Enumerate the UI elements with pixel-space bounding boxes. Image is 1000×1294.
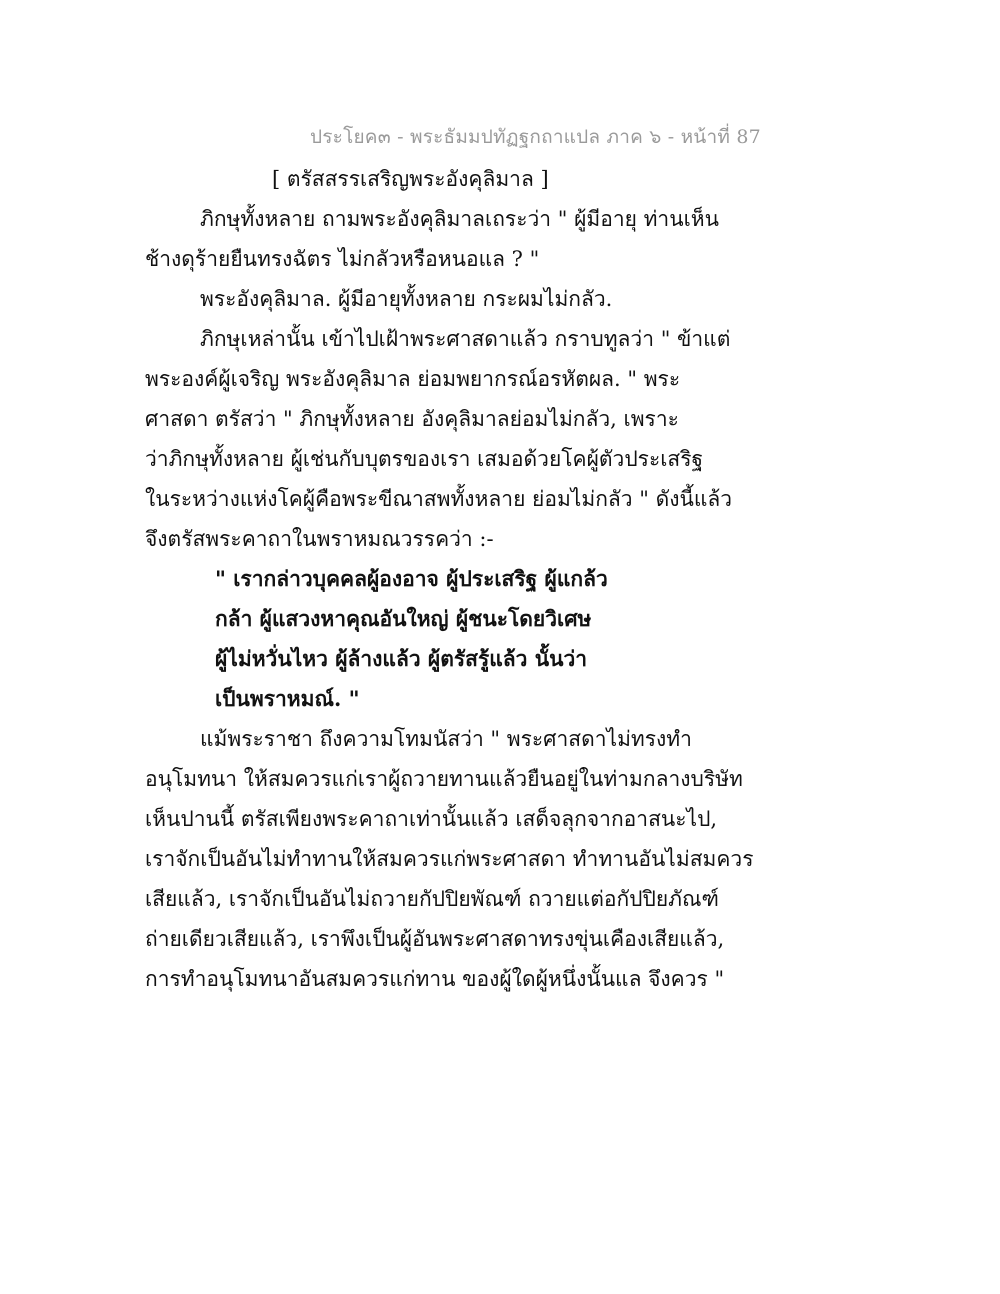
closing-line-6: ถ่ายเดียวเสียแล้ว, เราพึงเป็นผู้อันพระศาสดาทรงขุ่นเคืองเสียแล้ว, — [145, 927, 725, 951]
closing-line-1: แม้พระราชา ถึงความโทมนัสว่า " พระศาสดาไม่ทรงทำ — [200, 727, 692, 751]
verse-line-3: ผู้ไม่หวั่นไหว ผู้ล้างแล้ว ผู้ตรัสรู้แล้ว นั้นว่า — [215, 646, 588, 671]
paragraph-3-line-4: ว่าภิกษุทั้งหลาย ผู้เช่นกับบุตรของเรา เสมอด้วยโคผู้ตัวประเสริฐ — [145, 447, 704, 471]
paragraph-1-line-2: ช้างดุร้ายยืนทรงฉัตร ไม่กลัวหรือหนอแล ? " — [145, 247, 540, 271]
paragraph-1-line-1: ภิกษุทั้งหลาย ถามพระอังคุลิมาลเถระว่า " ผู้มีอายุ ท่านเห็น — [200, 207, 719, 231]
paragraph-2-line-1: พระอังคุลิมาล. ผู้มีอายุทั้งหลาย กระผมไม่กลัว. — [200, 287, 613, 311]
paragraph-3-line-3: ศาสดา ตรัสว่า " ภิกษุทั้งหลาย อังคุลิมาลย่อมไม่กลัว, เพราะ — [145, 407, 679, 431]
paragraph-3-line-6: จึงตรัสพระคาถาในพราหมณวรรคว่า :- — [145, 527, 494, 551]
verse-line-2: กล้า ผู้แสวงหาคุณอันใหญ่ ผู้ชนะโดยวิเศษ — [215, 606, 592, 631]
page-header: ประโยค๓ - พระธัมมปทัฏฐกถาแปล ภาค ๖ - หน้าที่ 87 — [310, 126, 761, 148]
paragraph-3-line-5: ในระหว่างแห่งโคผู้คือพระขีณาสพทั้งหลาย ย่อมไม่กลัว " ดังนี้แล้ว — [145, 487, 733, 511]
verse-line-1: " เรากล่าวบุคคลผู้องอาจ ผู้ประเสริฐ ผู้แกล้ว — [215, 566, 608, 591]
closing-line-2: อนุโมทนา ให้สมควรแก่เราผู้ถวายทานแล้วยืนอยู่ในท่ามกลางบริษัท — [145, 767, 743, 791]
closing-line-4: เราจักเป็นอันไม่ทำทานให้สมควรแก่พระศาสดา ทำทานอันไม่สมควร — [145, 847, 754, 871]
closing-line-7: การทำอนุโมทนาอันสมควรแก่ทาน ของผู้ใดผู้หนึ่งนั้นแล จึงควร " — [145, 967, 725, 991]
paragraph-3-line-1: ภิกษุเหล่านั้น เข้าไปเฝ้าพระศาสดาแล้ว กราบทูลว่า " ข้าแต่ — [200, 327, 731, 351]
verse-line-4: เป็นพราหมณ์. " — [215, 686, 360, 711]
paragraph-3-line-2: พระองค์ผู้เจริญ พระอังคุลิมาล ย่อมพยากรณ์อรหัตผล. " พระ — [145, 367, 681, 391]
section-title: [ ตรัสสรรเสริญพระอังคุลิมาล ] — [272, 167, 549, 191]
closing-line-5: เสียแล้ว, เราจักเป็นอันไม่ถวายกัปปิยพัณฑ์ ถวายแต่อกัปปิยภัณฑ์ — [145, 887, 719, 911]
closing-line-3: เห็นปานนี้ ตรัสเพียงพระคาถาเท่านั้นแล้ว เสด็จลุกจากอาสนะไป, — [145, 807, 718, 831]
